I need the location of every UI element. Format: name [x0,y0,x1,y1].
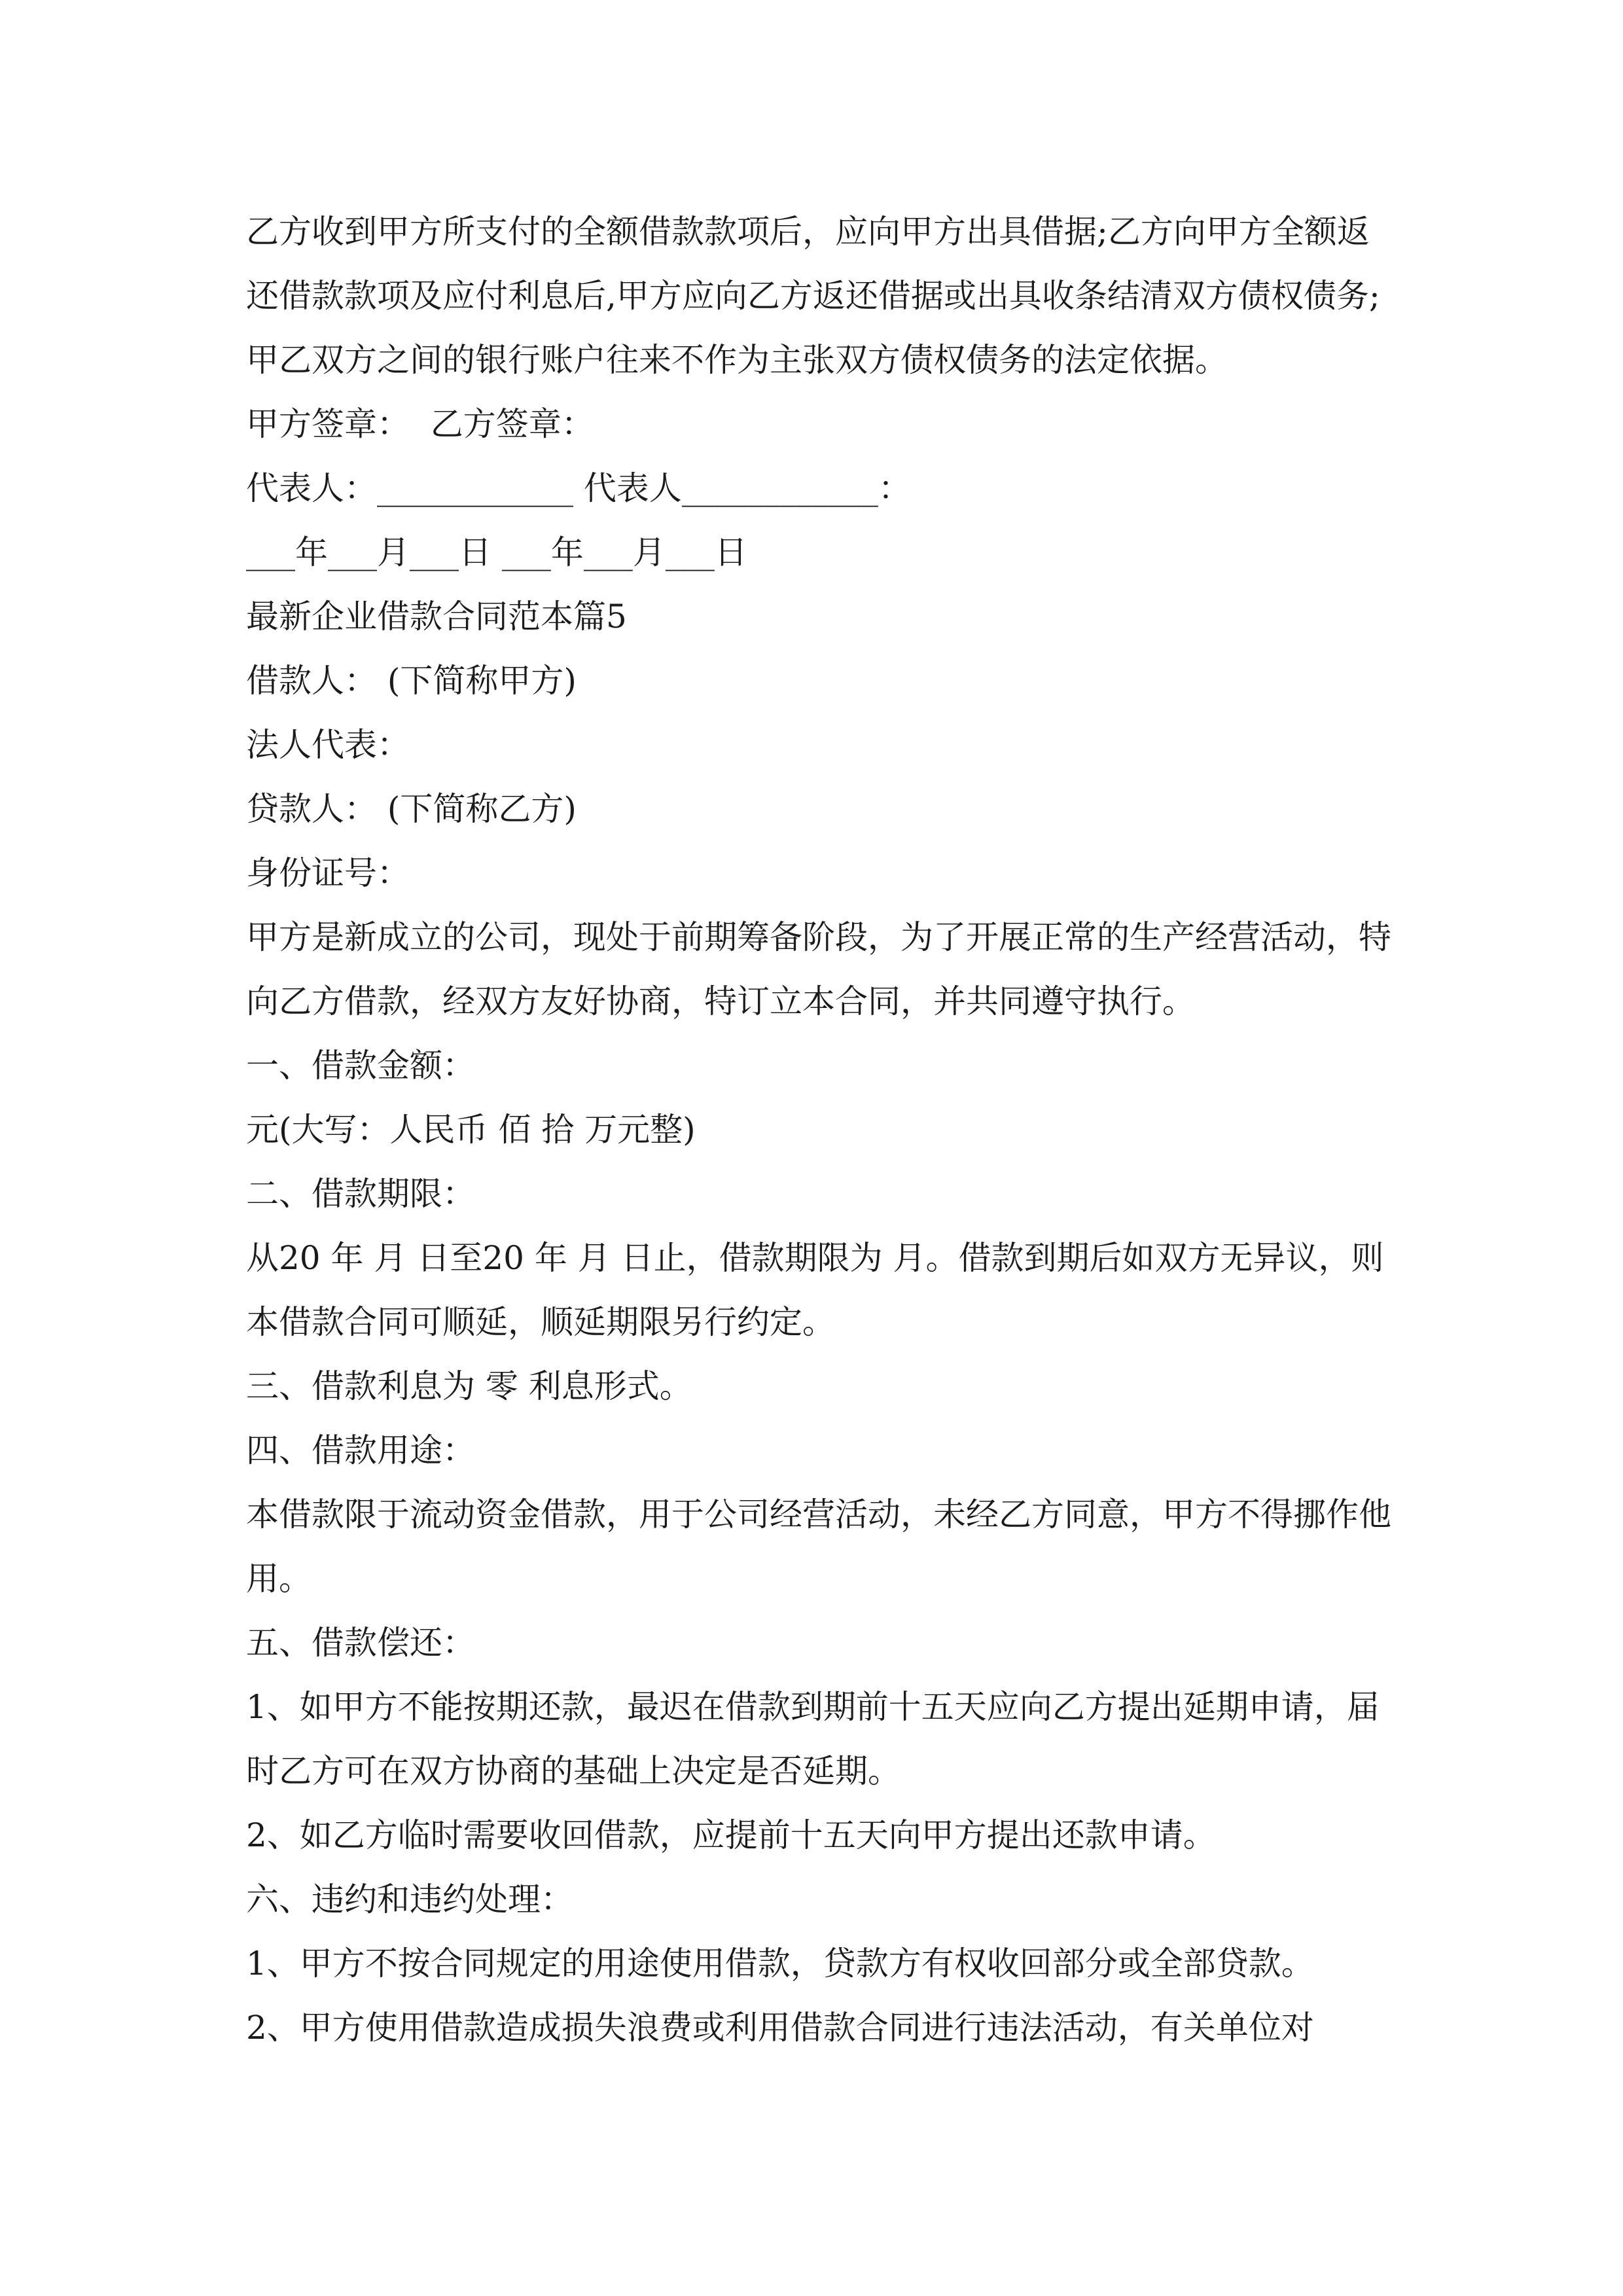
clause-heading: 六、违约和违约处理： [246,1880,573,1918]
paragraph-line: 从20 年 月 日至20 年 月 日止，借款期限为 月。借款到期后如双方无异议，则 [246,1239,1384,1277]
paragraph-line: 时乙方可在双方协商的基础上决定是否延期。 [246,1752,901,1790]
document-body [246,200,1424,2060]
paragraph-line: 本借款限于流动资金借款，用于公司经营活动，未经乙方同意，甲方不得挪作他 [246,1496,1391,1534]
borrower-line: 借款人： (下简称甲方) [246,662,577,700]
lender-line: 贷款人： (下简称乙方) [246,790,577,828]
paragraph-line: 甲乙双方之间的银行账户往来不作为主张双方债权债务的法定依据。 [246,341,1228,379]
clause-heading: 五、借款偿还： [246,1624,475,1662]
clause-heading: 二、借款期限： [246,1175,475,1213]
clause-heading: 三、借款利息为 零 利息形式。 [246,1367,692,1405]
legal-rep-line: 法人代表： [246,726,410,764]
date-line: ___年___月___日 ___年___月___日 [246,533,747,571]
paragraph-line: 元(大写：人民币 佰 拾 万元整) [246,1111,696,1149]
clause-heading: 一、借款金额： [246,1047,475,1085]
paragraph-line: 1、如甲方不能按期还款，最迟在借款到期前十五天应向乙方提出延期申请，届 [246,1688,1380,1726]
clause-heading: 四、借款用途： [246,1431,475,1469]
section-title: 最新企业借款合同范本篇5 [246,598,627,636]
paragraph-line: 向乙方借款，经双方友好协商，特订立本合同，并共同遵守执行。 [246,982,1195,1020]
paragraph-line: 甲方是新成立的公司，现处于前期筹备阶段，为了开展正常的生产经营活动，特 [246,918,1391,956]
representative-line: 代表人：____________ 代表人____________： [246,469,911,507]
paragraph-line: 还借款款项及应付利息后,甲方应向乙方返还借据或出具收条结清双方债权债务; [246,277,1380,315]
paragraph-line: 2、甲方使用借款造成损失浪费或利用借款合同进行违法活动，有关单位对 [246,2009,1314,2047]
paragraph-line: 用。 [246,1560,312,1598]
paragraph-line: 本借款合同可顺延，顺延期限另行约定。 [246,1303,835,1341]
id-number-line: 身份证号： [246,854,410,892]
signature-line: 甲方签章： 乙方签章： [246,405,594,443]
paragraph-line: 乙方收到甲方所支付的全额借款款项后，应向甲方出具借据;乙方向甲方全额返 [246,213,1370,251]
paragraph-line: 2、如乙方临时需要收回借款，应提前十五天向甲方提出还款申请。 [246,1816,1216,1854]
paragraph-line: 1、甲方不按合同规定的用途使用借款，贷款方有权收回部分或全部贷款。 [246,1945,1314,1982]
